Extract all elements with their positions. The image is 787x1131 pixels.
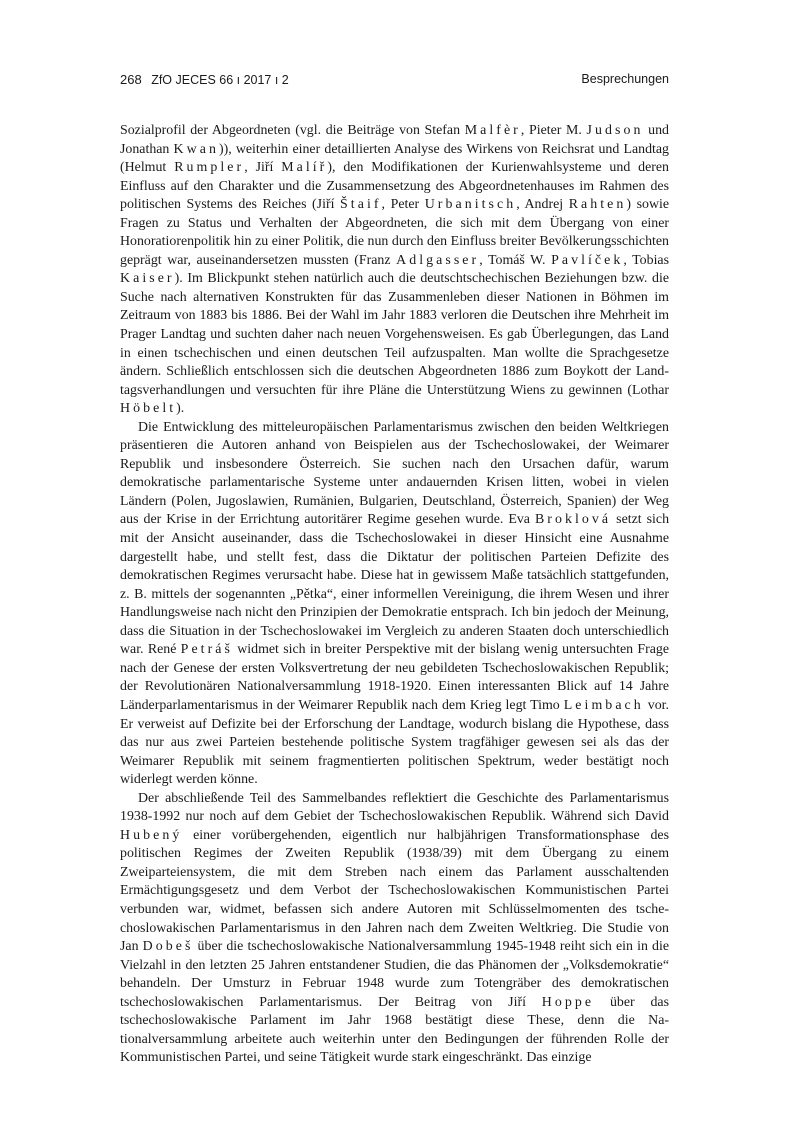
text-run: , Andrej — [516, 197, 569, 213]
text-run: ), den Modifikationen der Kurienwahlsysteme und deren Einfluss auf den Charakter und die Zusammensetzung des Abgeordnetenhauses im Rahmen des politischen Systems des Reiches (Jiří — [120, 160, 670, 213]
text-run: )), weiterhin einer detaillierten Analyse des Wirkens von Reichsrat und Landtag (Helmut — [120, 141, 669, 176]
author-name: Kaiser — [120, 271, 175, 287]
author-name: Malfèr — [464, 123, 521, 138]
header-left — [120, 72, 289, 87]
author-name: Štaif — [340, 197, 382, 213]
text-run: ) sowie Fragen zu Status und Verhalten der Abgeordneten, die sich mit dem Übergang von einer Honoratiorenpolitik hin zu einer Politik, die nun durch den Einfluss breiter Bevölkerungsschichten geprägt war, auseinandersetzen mussten (Franz — [120, 197, 669, 268]
text-run: über die tschechoslowakische Nationalversammlung 1945-1948 reiht sich ein in die Vielzahl in den letzten 25 Jahren entstandener Studien, die das Phänomen der „Volksdemokratie“ behandeln. Der Umsturz in Februar 1948 wurde zum Totengräber des demokratischen tschechoslowakischen Parlamentarismus. Der Beitrag von Jiří — [120, 939, 669, 1010]
text-run: , Jiří — [244, 160, 282, 176]
paragraph — [120, 122, 669, 419]
author-name: Dobeš — [142, 939, 194, 955]
author-name: Urbanitsch — [424, 197, 517, 213]
author-name: Malíř — [281, 160, 328, 176]
text-run: einer vorübergehenden, eigentlich nur halbjährigen Transformationsphase des politischen Regimes der Zweiten Republik (1938/39) mit dem Übergang zu einem Zweiparteiensystem, die mit dem Streben nach einem das Parlament ausschaltenden Ermächtigungsgesetz und dem Verbot der Tschechoslowakischen Kommunistischen Partei verbunden war, widmet, befassen sich andere Autoren mit Schlüsselmomenten des tschechoslowakischen Parlamentarismus in den Jahren nach dem Zweiten Weltkrieg. Die Studie von Jan — [120, 827, 669, 955]
author-name: Hoppe — [541, 994, 595, 1010]
author-name: Petráš — [180, 642, 233, 658]
author-name: Pavlíček — [551, 252, 624, 268]
text-run: ). — [176, 401, 185, 417]
text-run: Die Entwicklung des mitteleuropäischen Parlamentarismus zwischen den beiden Weltkriegen präsentieren die Autoren anhand von Beispielen aus der Tschechoslowakei, der Weimarer Republik und insbesondere Österreich. Sie suchen nach den Ursachen dafür, warum demokratische parlamentarische Systeme unter andauernden Krisen litten, wobei in vielen Ländern (Polen, Jugoslawien, Rumänien, Bulgarien, Deutschland, Österreich, Spanien) der Weg aus der Krise in der Errichtung autoritärer Regime gesehen wurde. Eva — [120, 419, 669, 528]
text-run: Der abschließende Teil des Sammelbandes reflektiert die Geschichte des Parlamentarismus 1938-1992 nur noch auf dem Gebiet der Tschechoslowakischen Republik. Während sich David — [120, 790, 669, 825]
text-run: , Tobias — [623, 252, 669, 268]
text-run: vor. Er verweist auf Defizite bei der Erforschung der Landtage, wodurch bislang die Hypothese, dass das nur aus zwei Parteien bestehende politische System tragfähiger gewesen sei als das der Weimarer Republik mit seinem fragmentierten politischen Spektrum, weder bestätigt noch widerlegt werden könne. — [120, 697, 669, 788]
author-name: Adlgasser — [396, 252, 480, 268]
author-name: Judson — [586, 123, 644, 138]
text-run: setzt sich mit der Ansicht auseinander, dass die Tschechoslowakei in dieser Hinsicht eine Ausnahme dargestellt habe, und stellt fest, dass die Diktatur der politischen Parteien Defizite des demokratischen Regimes verursacht habe. Diese hat in gewissem Maße tatsächlich stattgefunden, z. B. mittels der sogenannten „Pětka“, einer informellen Vereinigung, die ihrem Wesen und ihrer Handlungsweise nach nicht den Prinzipien der Demokratie entsprach. Ich bin jedoch der Meinung, dass die Situation in der Tschechoslowakei im Vergleich zu anderen Staaten doch unterschiedlich war. René — [120, 512, 670, 658]
review-body-text — [120, 122, 669, 1068]
text-run: widmet sich in breiter Perspektive mit der bislang wenig untersuchten Frage nach der Genese der ersten Volksvertretung der neu gebildeten Tschechoslowakischen Republik; der Revolutionären Nationalversammlung 1918-1920. Einen interessanten Blick auf 14 Jahre Länderparlamentarismus in der Weimarer Republik nach dem Krieg legt Timo — [120, 642, 669, 713]
author-name: Hubený — [120, 827, 183, 843]
text-run: , Peter — [381, 197, 425, 213]
paragraph — [120, 790, 669, 1068]
text-run: , Tomáš W. — [479, 252, 552, 268]
author-name: Kwan — [173, 141, 219, 157]
text-run: und Jonathan — [120, 123, 669, 157]
running-header — [120, 72, 669, 92]
paragraph — [120, 419, 669, 790]
author-name: Rumpler — [174, 160, 245, 176]
text-run: über das tschechoslowakische Parlament im Jahr 1968 bestätigt diese These, denn die Nationalversammlung arbeitete auch weiterhin unter den Bedingungen der führenden Rolle der Kommunistischen Partei, und seine Tätigkeit wurde stark eingeschränkt. Das einzige — [120, 994, 669, 1066]
text-run: Sozialprofil der Abgeordneten (vgl. die Beiträge von Stefan — [120, 123, 465, 138]
author-name: Broklová — [534, 512, 612, 528]
page-number: 268 — [120, 72, 142, 87]
text-run: , Pieter M. — [520, 123, 587, 138]
author-name: Leimbach — [563, 697, 644, 713]
section-title: Besprechungen — [581, 72, 669, 86]
text-run: ). Im Blickpunkt stehen natürlich auch die deutschtschechischen Beziehungen bzw. die Suche nach alternativen Konstrukten für das Zusammenleben dieser Nationen in Böhmen im Zeitraum von 1883 bis 1886. Bei der Wahl im Jahr 1883 verloren die Deutschen ihre Mehrheit im Prager Landtag und suchten daher nach neuen Vorgehensweisen. Es gab Überlegungen, das Land in einen tschechischen und einen deutschen Teil aufzuspalten. Man wollte die Sprachgesetze ändern. Schließlich entschlossen sich die deutschen Abgeordneten 1886 zum Boykott der Landtagsverhandlungen und versuchten für ihre Pläne die Unterstützung Wiens zu gewinnen (Lothar — [120, 271, 669, 398]
author-name: Rahten — [568, 197, 627, 213]
author-name: Höbelt — [120, 401, 177, 417]
journal-citation: ZfO JECES 66 ı 2017 ı 2 — [151, 73, 289, 87]
